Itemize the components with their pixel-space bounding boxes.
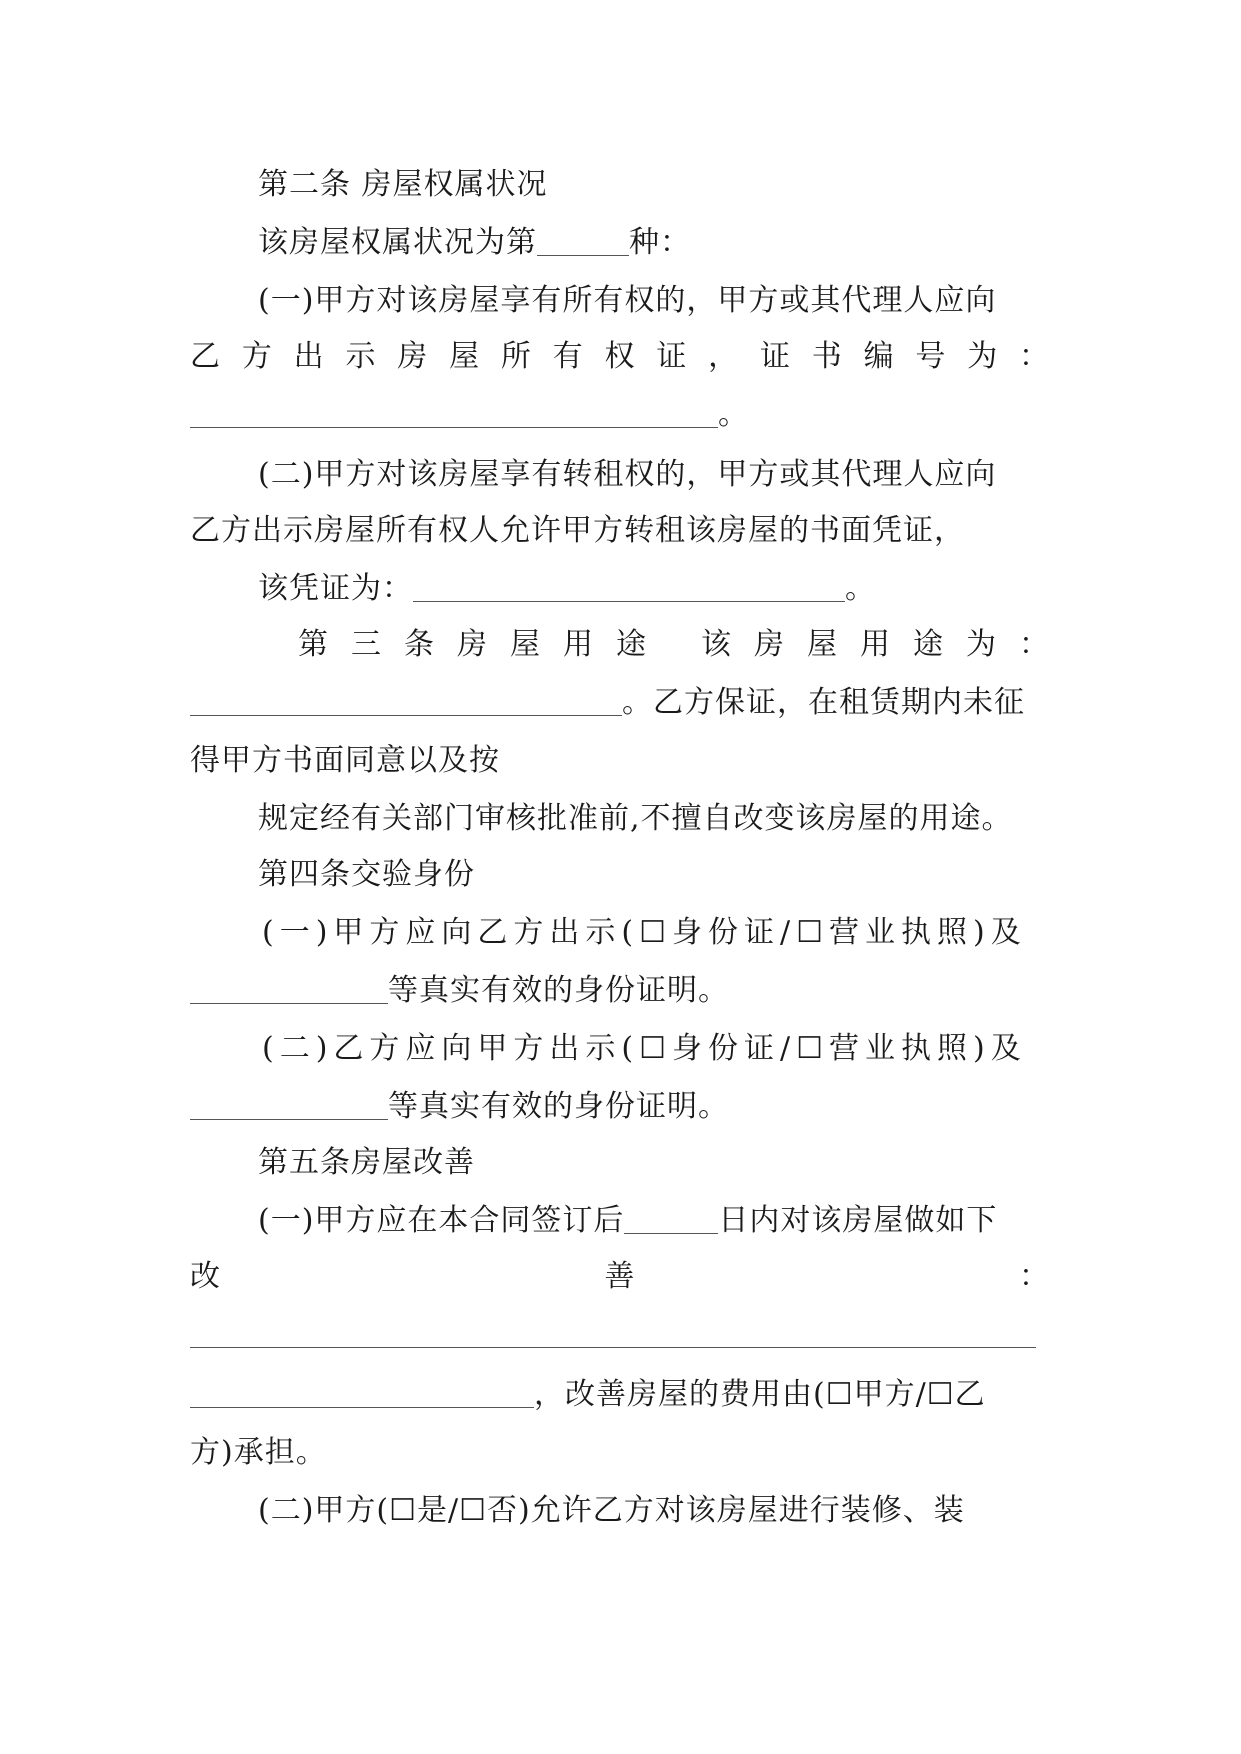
- article-4-item-2-line-1: (二)乙方应向甲方出示(☐身份证/☐营业执照)及: [262, 1031, 1027, 1066]
- article-4-title: 第四条交验身份: [258, 857, 475, 892]
- blank-voucher[interactable]: [413, 569, 845, 602]
- article-3-line-1: 第 三 条 房 屋 用 途 该 房 屋 用 途 为 ：: [298, 627, 1050, 662]
- article-2-item-1-line-2: 乙 方 出 示 房 屋 所 有 权 证 ， 证 书 编 号 为 ：: [190, 339, 1050, 374]
- article-5-item-1-line-4: ，改善房屋的费用由(☐甲方/☐乙: [190, 1370, 1050, 1420]
- article-2-item-1-line-1: (一)甲方对该房屋享有所有权的，甲方或其代理人应向: [258, 283, 997, 318]
- blank-certificate-number[interactable]: [190, 395, 718, 428]
- blank-house-usage[interactable]: [190, 683, 622, 716]
- blank-party-a-id[interactable]: [190, 971, 388, 1004]
- article-2-item-2-line-3: 该凭证为： 。: [258, 571, 876, 606]
- article-3-line-2: 。乙方保证，在租赁期内未征: [190, 678, 1050, 728]
- article-5-item-1-line-1: (一)甲方应在本合同签订后 日内对该房屋做如下: [258, 1203, 998, 1238]
- article-5-item-1-line-5: 方)承担。: [190, 1435, 327, 1470]
- article-3-line-3: 得甲方书面同意以及按: [190, 743, 500, 778]
- article-2-title: 第二条 房屋权属状况: [258, 167, 548, 202]
- blank-days[interactable]: [624, 1201, 718, 1234]
- article-2-item-2-line-2: 乙方出示房屋所有权人允许甲方转租该房屋的书面凭证，: [190, 513, 965, 548]
- article-5-title: 第五条房屋改善: [258, 1145, 475, 1180]
- article-5-item-2-line-1: (二)甲方(☐是/☐否)允许乙方对该房屋进行装修、装: [258, 1493, 965, 1528]
- blank-ownership-type[interactable]: [537, 223, 629, 256]
- article-2-item-1-line-3: 。: [190, 390, 1050, 440]
- article-3-line-4: 规定经有关部门审核批准前,不擅自改变该房屋的用途。: [258, 801, 1013, 836]
- article-2-intro: 该房屋权属状况为第 种：: [258, 225, 691, 260]
- blank-party-b-id[interactable]: [190, 1087, 388, 1120]
- article-4-item-2-line-2: 等真实有效的身份证明。: [190, 1082, 1050, 1132]
- article-4-item-1-line-2: 等真实有效的身份证明。: [190, 966, 1050, 1016]
- article-5-item-1-line-3: [190, 1310, 1050, 1360]
- article-2-item-2-line-1: (二)甲方对该房屋享有转租权的，甲方或其代理人应向: [258, 457, 997, 492]
- article-4-item-1-line-1: (一)甲方应向乙方出示(☐身份证/☐营业执照)及: [262, 915, 1027, 950]
- article-5-item-1-line-2: 改 善 ：: [190, 1259, 1050, 1294]
- blank-improvements-continued[interactable]: [190, 1375, 534, 1408]
- blank-improvements[interactable]: [190, 1315, 1036, 1348]
